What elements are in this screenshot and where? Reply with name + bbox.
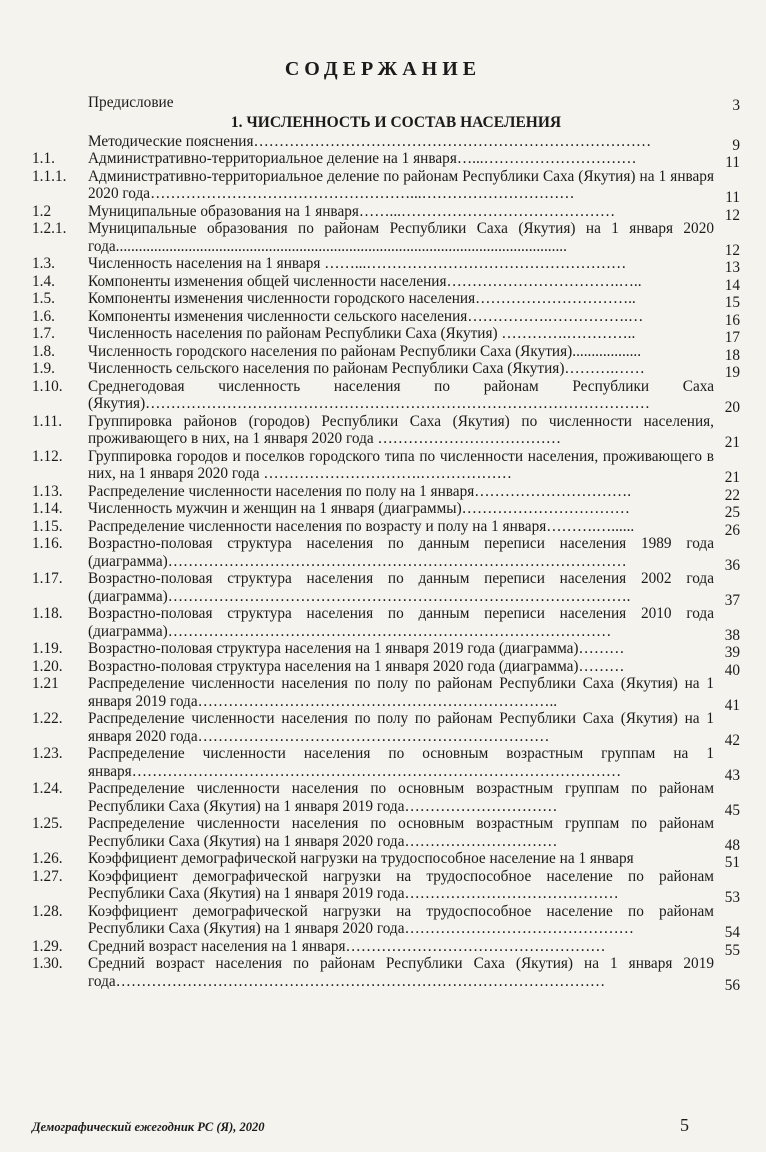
toc-entry-page: 43 [724,766,740,784]
toc-entry-number: 1.17. [32,570,63,587]
toc-entry-number: 1.9. [32,360,55,377]
toc-entry-page: 22 [724,486,740,504]
toc-entry-page: 48 [724,836,740,854]
toc-entry-text: Численность населения по районам Республики Саха (Якутия) ………….………….. [88,325,636,342]
toc-entry-text: Распределение численности населения по полу на 1 января…………………………. [88,482,632,500]
toc-entry-number: 1.11. [32,412,63,430]
toc-entry-text: Распределение численности населения по полу по районам Республики Саха (Якутия) на 1 января 2019 года…………………………………………………………….. [88,675,714,710]
toc-entry-page: 55 [724,941,740,959]
toc-entry-number: 1.14. [32,500,63,517]
toc-entry-page: 53 [724,889,740,906]
toc-entry [32,605,744,644]
toc-entry-number: 1.24. [32,780,63,797]
toc-entry-text: Муниципальные образования на 1 января……...…………………………………… [88,202,616,220]
toc-entry [32,867,744,906]
toc-entry [32,780,744,819]
toc-entry-text: Компоненты изменения численности сельского населения…………….…………….… [88,307,644,325]
toc-entry-page: 45 [724,801,740,819]
toc-entry [32,517,744,539]
toc-entry [32,675,744,714]
toc-entry-text: Группировка городов и поселков городского типа по численности населения, проживающего в них, на 1 января 2020 года ………………………….……………… [88,447,714,482]
toc-entry-number: 1.2.1. [32,220,67,237]
toc-entry-number: 1.27. [32,867,63,885]
toc-entry-page: 26 [724,521,740,539]
toc-entry [32,570,744,609]
toc-entry-text: Группировка районов (городов) Республики Саха (Якутия) по численности населения, проживающего в них, на 1 января 2020 года ……………………………… [88,412,714,447]
toc-entry-page: 40 [724,661,740,679]
toc-entry-text: Коэффициент демографической нагрузки на трудоспособное население по районам Республики Саха (Якутия) на 1 января 2019 года…………………………………… [88,867,714,902]
toc-entry-number: 1.4. [32,272,55,290]
toc-entry-number: 1.18. [32,605,63,622]
toc-entry-page: 21 [724,434,740,451]
toc-entry-page: 36 [724,556,740,574]
toc-entry-page: 37 [724,591,740,609]
toc-entry [32,307,744,329]
toc-entry [32,290,744,311]
toc-entry-page: 51 [724,854,740,871]
toc-entry [32,255,744,276]
toc-entry [32,412,744,451]
toc-entry-text: Компоненты изменения численности городского населения………………………….. [88,290,636,307]
toc-entry-number: 1.7. [32,325,55,342]
toc-entry-number: 1.8. [32,342,55,360]
toc-entry [32,342,744,364]
toc-entry [32,710,744,749]
toc-entry-page: 25 [724,504,740,521]
toc-entry-text: Возрастно-половая структура населения по данным переписи населения 1989 года (диаграмма)……………………………………………………………………………… [88,535,714,570]
toc-entry-text: Численность населения на 1 января ……...…………………………………………… [88,255,627,272]
toc-entry [32,150,744,171]
toc-entry-text: Средний возраст населения на 1 января…………………………………………… [88,937,606,955]
toc-entry-number: 1.2 [32,202,52,220]
toc-entry-page: 3 [732,97,740,114]
toc-entry-number: 1.1.1. [32,167,67,185]
toc-entry-page: 42 [724,731,740,749]
toc-entry [32,132,744,154]
toc-entry [32,325,744,346]
toc-entry-page: 20 [724,399,740,416]
toc-entry [32,955,744,994]
toc-entry [32,202,744,224]
toc-entry-number: 1.23. [32,745,63,762]
toc-entry-page: 12 [724,206,740,224]
toc-entry-number: 1.26. [32,850,63,867]
toc-entry-page: 12 [724,241,740,259]
toc-entries [32,132,744,994]
toc-entry-text: Численность городского населения по районам Республики Саха (Якутия).................. [88,342,642,360]
toc-entry-text: Распределение численности населения по основным возрастным группам по районам Республики Саха (Якутия) на 1 января 2020 года………………………… [88,815,714,850]
toc-entry-text: Возрастно-половая структура населения на 1 января 2019 года (диаграмма)……… [88,640,625,657]
toc-entry [32,447,744,486]
toc-entry [32,500,744,521]
toc-entry-text: Возрастно-половая структура населения по данным переписи населения 2002 года (диаграмма)………………………………………………………………………………. [88,570,714,605]
toc-entry-page: 16 [724,311,740,329]
toc-entry [32,167,744,206]
toc-entry-number: 1.20. [32,657,63,675]
toc-entry-number: 1.19. [32,640,63,657]
toc-entry-text: Муниципальные образования по районам Республики Саха (Якутия) на 1 января 2020 года...................................................................................................................... [88,220,714,255]
toc-entry-number: 1.28. [32,902,63,920]
toc-entry-number: 1.29. [32,937,63,955]
toc-entry-page: 39 [724,644,740,661]
footer-page-number: 5 [680,1115,689,1135]
toc-entry [32,640,744,661]
toc-entry-number: 1.15. [32,517,63,535]
page-title: СОДЕРЖАНИЕ [284,58,482,80]
toc-entry-page: 38 [724,626,740,644]
toc-entry-page: 17 [724,329,740,346]
toc-entry-text: Возрастно-половая структура населения на 1 января 2020 года (диаграмма)……… [88,657,625,675]
toc-entry-text: Численность сельского населения по районам Республики Саха (Якутия)……….…… [88,360,645,377]
footer-publication: Демографический ежегодник РС (Я), 2020 [32,1120,265,1134]
toc-entry [32,220,744,259]
toc-entry-number: 1.22. [32,710,63,727]
toc-entry-text: Распределение численности населения по полу по районам Республики Саха (Якутия) на 1 января 2020 года…………………………………………………………… [88,710,714,745]
toc-entry [32,902,744,941]
toc-entry-text: Коэффициент демографической нагрузки на трудоспособное население на 1 января [88,850,634,867]
toc-entry-number: 1.6. [32,307,55,325]
toc-entry-number: 1.3. [32,255,55,272]
toc-entry-number: 1.13. [32,482,63,500]
toc-entry-page: 56 [724,976,740,994]
toc-entry-page: 14 [724,276,740,294]
toc-entry-preface [32,94,744,112]
toc-entry-number: 1.5. [32,290,55,307]
toc-entry-text: Среднегодовая численность населения по районам Республики Саха (Якутия)……………………………………………………………………………………… [88,377,714,412]
toc-entry [32,482,744,504]
toc-entry-page: 11 [725,189,740,206]
toc-entry-page: 15 [724,294,740,311]
toc-entry [32,850,744,871]
toc-entry-page: 13 [724,259,740,276]
toc-entry-number: 1.30. [32,955,63,972]
toc-entry-number: 1.21 [32,675,59,692]
toc-entry [32,745,744,784]
toc-entry [32,272,744,294]
toc-entry [32,937,744,959]
toc-entry-text: Распределение численности населения по возрасту и полу на 1 января……….…...... [88,517,635,535]
toc-entry-text: Компоненты изменения общей численности населения…………………………….….. [88,272,642,290]
toc-entry [32,360,744,381]
toc-entry-text: Распределение численности населения по основным возрастным группам по районам Республики Саха (Якутия) на 1 января 2019 года………………………… [88,780,714,815]
toc-entry-number: 1.16. [32,535,63,552]
toc-entry [32,377,744,416]
table-of-contents [32,94,744,994]
toc-entry-number: 1.10. [32,377,63,395]
toc-entry-text: Административно-территориальное деление по районам Республики Саха (Якутия) на 1 января 2020 года……………………………………………...………………………… [88,167,714,202]
toc-entry-page: 9 [732,136,740,154]
toc-entry-page: 54 [724,924,740,941]
toc-entry [32,657,744,679]
toc-entry-page: 11 [725,154,740,171]
toc-entry-text: Административно-территориальное деление на 1 января…...………………………… [88,150,637,167]
toc-entry-page: 18 [724,346,740,364]
toc-entry-text: Предисловие [88,94,174,111]
toc-entry-text: Возрастно-половая структура населения по данным переписи населения 2010 года (диаграмма)…………………………………………………………………………… [88,605,714,640]
toc-entry-text: Средний возраст населения по районам Республики Саха (Якутия) на 1 января 2019 года…………………………………………………………………………………… [88,955,714,990]
toc-entry-text: Коэффициент демографической нагрузки на трудоспособное население по районам Республики Саха (Якутия) на 1 января 2020 года……………………………………… [88,902,714,937]
toc-entry-number: 1.12. [32,447,63,465]
section-heading: 1. ЧИСЛЕННОСТЬ И СОСТАВ НАСЕЛЕНИЯ [230,113,562,131]
toc-entry-page: 19 [724,364,740,381]
toc-entry [32,815,744,854]
toc-entry-page: 41 [724,696,740,714]
toc-entry-text: Численность мужчин и женщин на 1 января (диаграммы)…………………………… [88,500,630,517]
toc-entry-text: Методические пояснения…………………………………………………………………… [88,132,652,150]
toc-entry [32,535,744,574]
toc-entry-number: 1.25. [32,815,63,832]
toc-entry-number: 1.1. [32,150,55,167]
toc-entry-page: 21 [724,469,740,486]
toc-entry-text: Распределение численности населения по основным возрастным группам на 1 января…………………………………………………………………………………… [88,745,714,780]
